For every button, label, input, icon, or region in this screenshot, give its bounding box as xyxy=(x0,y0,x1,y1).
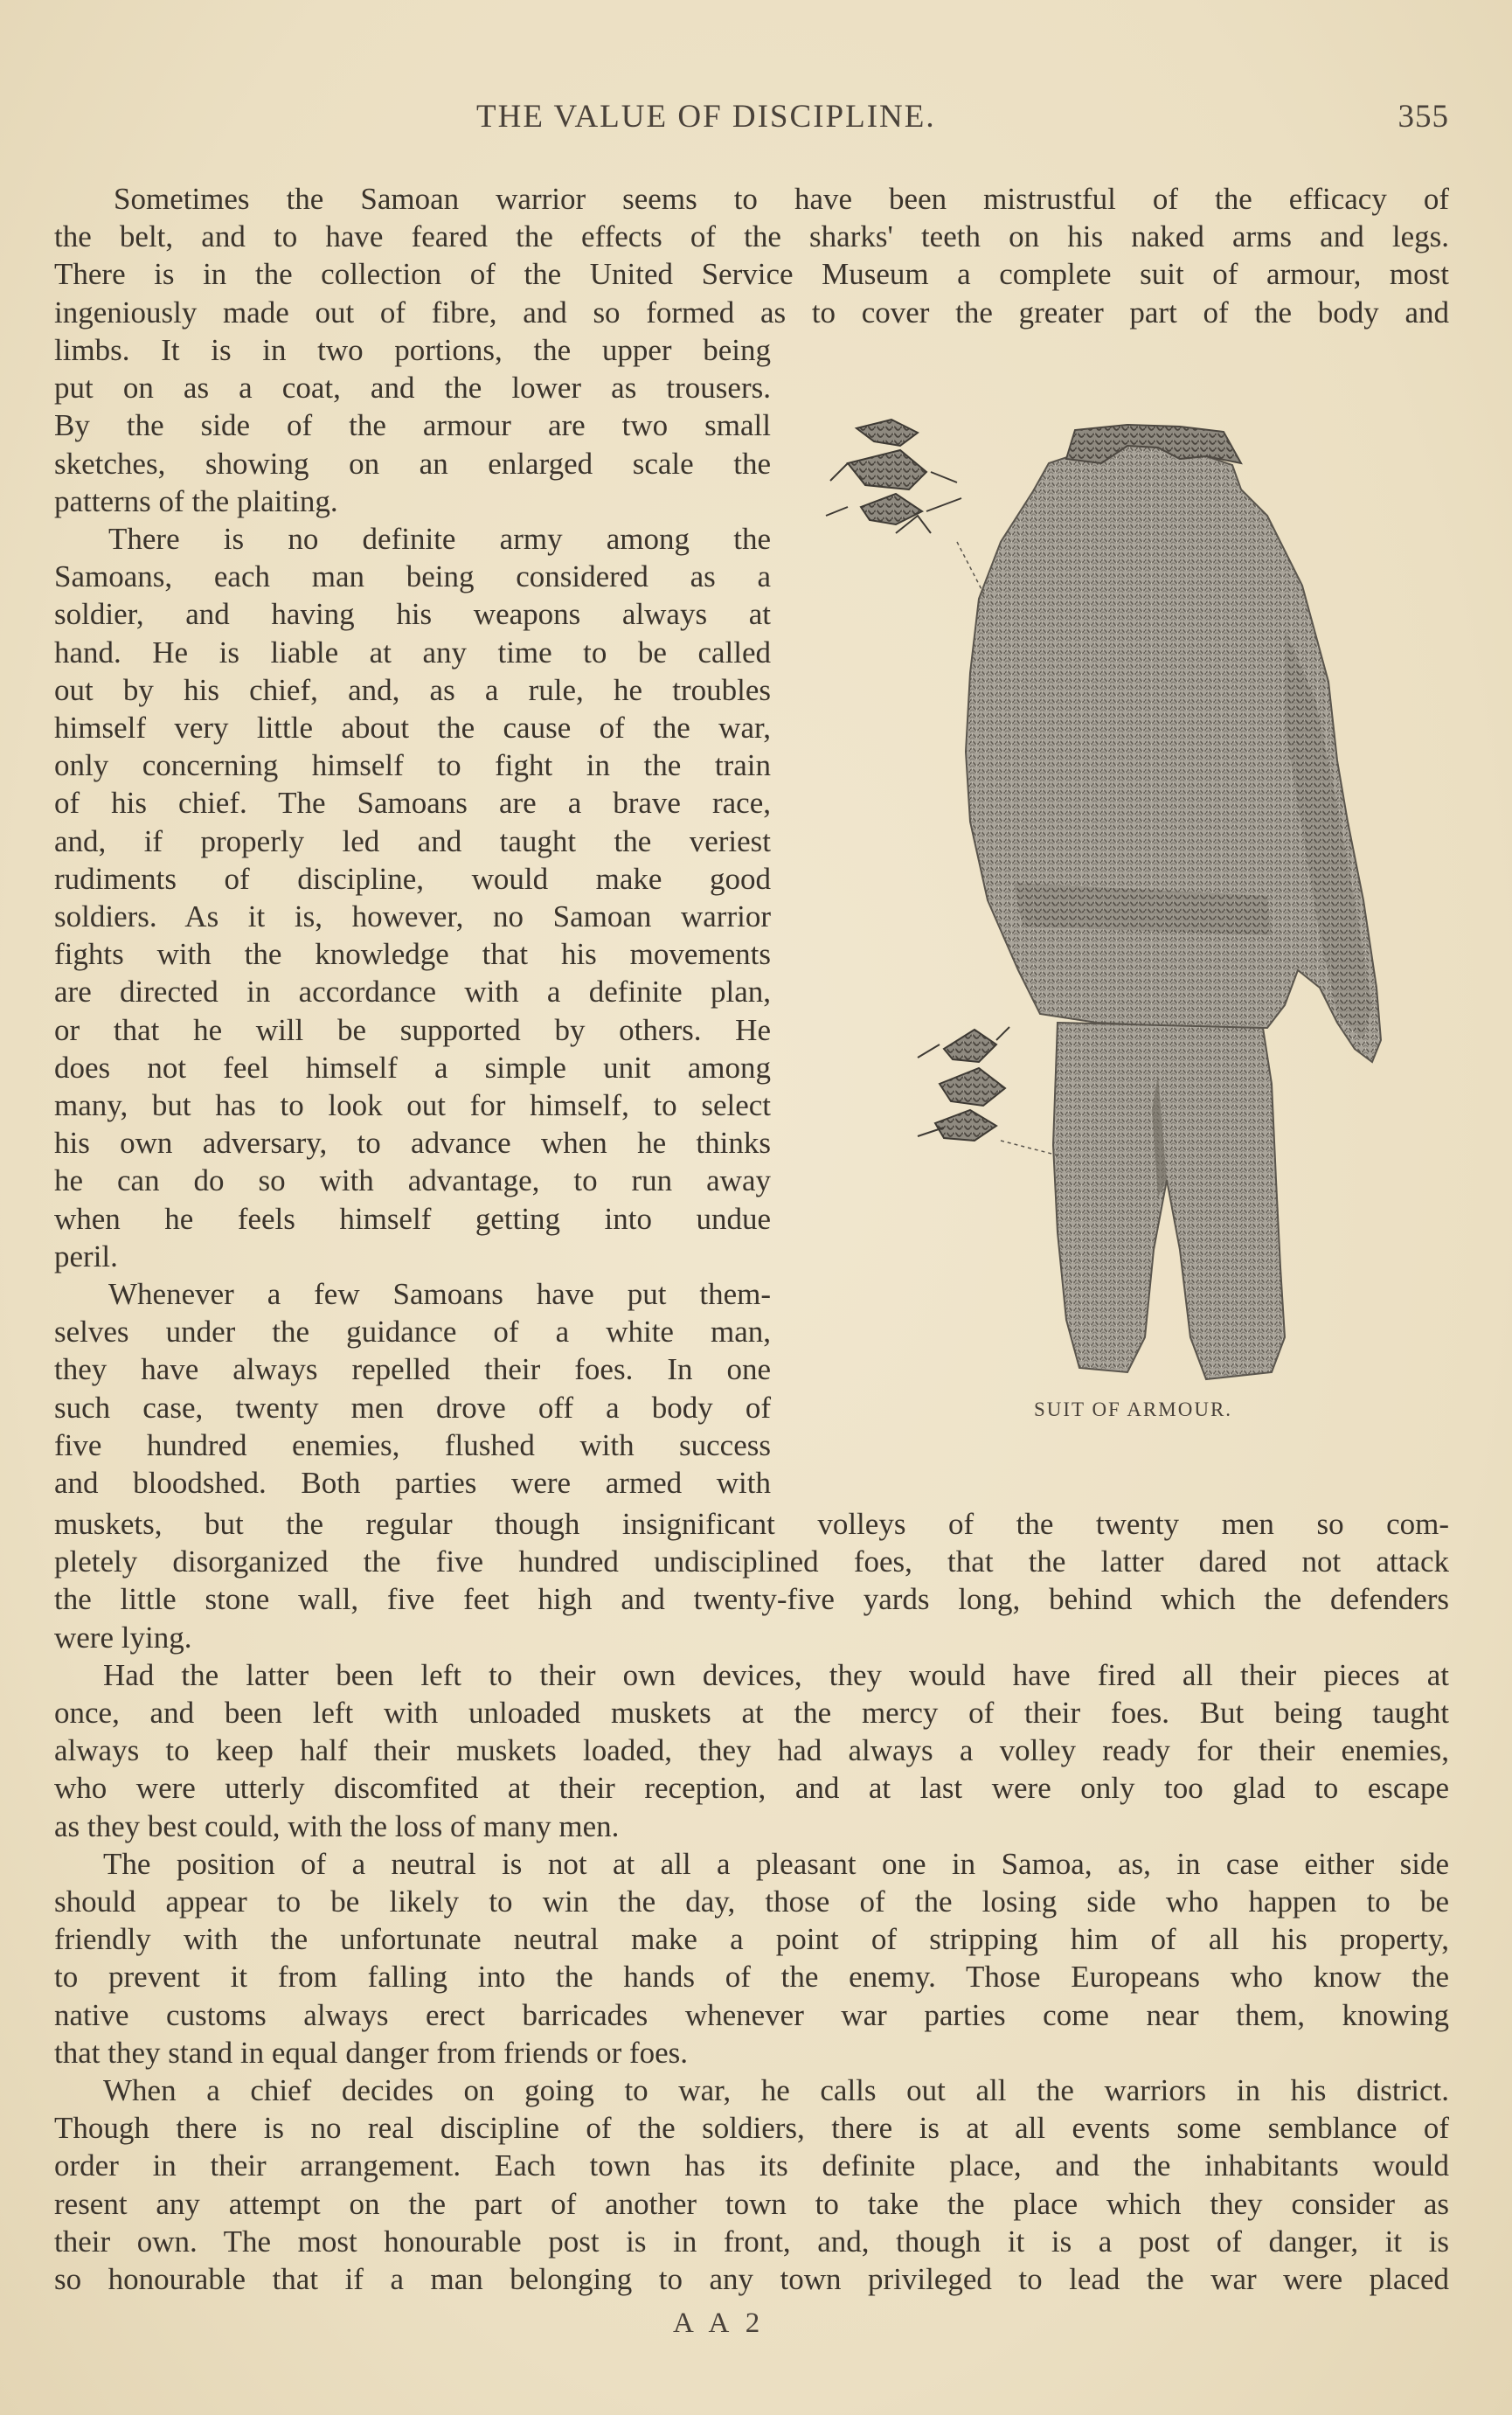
text-line: always to keep half their muskets loaded, they had always a volley ready for their enemies, xyxy=(54,1733,1449,1768)
signature-mark: A A 2 xyxy=(673,2307,766,2339)
text-line: soldiers. As it is, however, no Samoan warrior xyxy=(54,899,771,934)
text-line: his own adversary, to advance when he thinks xyxy=(54,1126,771,1161)
text-line: hand. He is liable at any time to be called xyxy=(54,635,771,670)
text-line: ingeniously made out of fibre, and so formed as to cover the greater part of the body and xyxy=(54,295,1449,330)
text-line: and bloodshed. Both parties were armed with xyxy=(54,1466,771,1501)
page-number: 355 xyxy=(1398,99,1449,135)
text-line: Had the latter been left to their own devices, they would have fired all their pieces at xyxy=(103,1657,1449,1692)
leader-line xyxy=(957,542,984,594)
text-line: By the side of the armour are two small xyxy=(54,408,771,443)
text-line: native customs always erect barricades whenever war parties come near them, knowing xyxy=(54,1997,1449,2032)
text-line: should appear to be likely to win the day, those of the losing side who happen to be xyxy=(54,1884,1449,1919)
text-line: Samoans, each man being considered as a xyxy=(54,559,771,594)
text-line: Though there is no real discipline of the soldiers, there is at all events some semblance of xyxy=(54,2111,1449,2146)
text-line: and, if properly led and taught the veriest xyxy=(54,823,771,858)
armour-illustration xyxy=(813,411,1442,1407)
plaiting-sketch-upper xyxy=(826,420,961,533)
text-line: the belt, and to have feared the effects of the sharks' teeth on his naked arms and legs. xyxy=(54,219,1449,254)
text-line: to prevent it from falling into the hands of the enemy. Those Europeans who know the xyxy=(54,1960,1449,1995)
text-line: such case, twenty men drove off a body of xyxy=(54,1390,771,1425)
paragraph-armour-intro xyxy=(54,180,1449,331)
text-line: as they best could, with the loss of many men. xyxy=(54,1808,620,1843)
text-line: Sometimes the Samoan warrior seems to have been mistrustful of the efficacy of xyxy=(114,182,1449,216)
text-line: rudiments of discipline, would make good xyxy=(54,861,771,896)
text-line: the little stone wall, five feet high and twenty-five yards long, behind which the defenders xyxy=(54,1582,1449,1617)
text-line: put on as a coat, and the lower as trousers. xyxy=(54,371,771,406)
text-line: were lying. xyxy=(54,1620,192,1655)
figure-caption: SUIT OF ARMOUR. xyxy=(1034,1398,1233,1420)
text-line: are directed in accordance with a definite plan, xyxy=(54,975,771,1010)
text-line: of his chief. The Samoans are a brave race, xyxy=(54,786,771,821)
text-line: they have always repelled their foes. In one xyxy=(54,1352,771,1387)
text-line: patterns of the plaiting. xyxy=(54,483,338,518)
text-line: The position of a neutral is not at all a pleasant one in Samoa, as, in case either side xyxy=(103,1846,1449,1881)
text-line: soldier, and having his weapons always at xyxy=(54,597,771,632)
text-line: once, and been left with unloaded muskets at the mercy of their foes. But being taught xyxy=(54,1696,1449,1731)
woven-fibre-armour-icon xyxy=(813,411,1442,1407)
text-line: order in their arrangement. Each town has its definite place, and the inhabitants would xyxy=(54,2148,1449,2183)
text-line: that they stand in equal danger from friends or foes. xyxy=(54,2035,689,2070)
text-line: There is in the collection of the United Service Museum a complete suit of armour, most xyxy=(54,257,1449,292)
text-line: There is no definite army among the xyxy=(108,522,771,557)
text-line: friendly with the unfortunate neutral make a point of stripping him of all his property, xyxy=(54,1922,1449,1957)
text-line: or that he will be supported by others. He xyxy=(54,1012,771,1047)
text-line: he can do so with advantage, to run away xyxy=(54,1163,771,1198)
full-width-text xyxy=(54,1505,1449,2298)
text-line: selves under the guidance of a white man, xyxy=(54,1315,771,1350)
text-line: muskets, but the regular though insignificant volleys of the twenty men so com- xyxy=(54,1507,1449,1541)
text-line: out by his chief, and, as a rule, he troubles xyxy=(54,672,771,707)
text-line: five hundred enemies, flushed with success xyxy=(54,1427,771,1462)
text-line: pletely disorganized the five hundred undisciplined foes, that the latter dared not attack xyxy=(54,1544,1449,1579)
text-line: many, but has to look out for himself, to select xyxy=(54,1088,771,1123)
plaiting-sketch-lower xyxy=(918,1027,1009,1141)
text-line: peril. xyxy=(54,1239,118,1273)
running-title: THE VALUE OF DISCIPLINE. xyxy=(476,99,936,135)
text-line: so honourable that if a man belonging to any town privileged to lead the war were placed xyxy=(54,2262,1449,2297)
text-line: when he feels himself getting into undue xyxy=(54,1201,771,1236)
page-header xyxy=(0,98,1512,142)
narrow-column-text xyxy=(54,331,771,1502)
text-line: limbs. It is in two portions, the upper being xyxy=(54,333,771,367)
text-line: who were utterly discomfited at their reception, and at last were only too glad to escape xyxy=(54,1771,1449,1806)
text-line: Whenever a few Samoans have put them- xyxy=(108,1277,771,1312)
text-line: When a chief decides on going to war, he calls out all the warriors in his district. xyxy=(103,2073,1449,2108)
text-line: himself very little about the cause of the war, xyxy=(54,711,771,746)
text-line: sketches, showing on an enlarged scale the xyxy=(54,446,771,481)
text-line: does not feel himself a simple unit among xyxy=(54,1050,771,1085)
text-line: fights with the knowledge that his movements xyxy=(54,937,771,972)
text-line: their own. The most honourable post is in front, and, though it is a post of danger, it is xyxy=(54,2224,1449,2259)
text-line: only concerning himself to fight in the train xyxy=(54,748,771,783)
text-line: resent any attempt on the part of another town to take the place which they consider as xyxy=(54,2186,1449,2221)
